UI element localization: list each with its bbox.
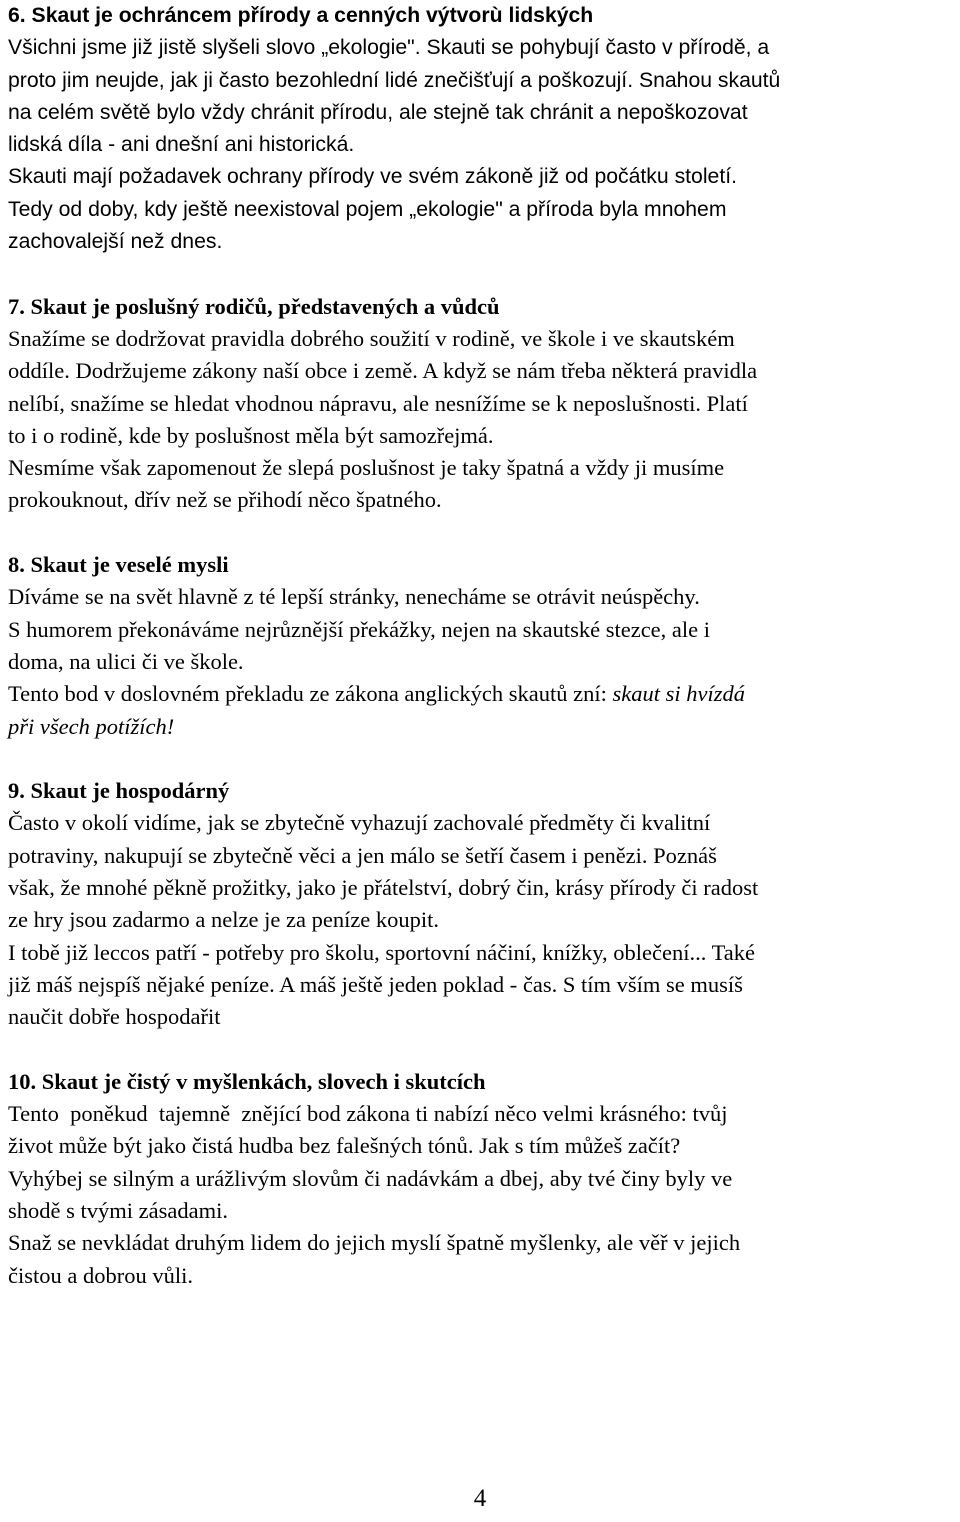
spacer: [8, 1034, 953, 1066]
paragraph-line: Často v okolí vidíme, jak se zbytečně vyhazují zachovalé předměty či kvalitní: [8, 810, 711, 836]
paragraph-line: Skauti mají požadavek ochrany přírody ve svém zákoně již od počátku století.: [8, 165, 737, 189]
spacer: [8, 517, 953, 549]
document-page: [8, 0, 953, 1292]
paragraph-line: I tobě již leccos patří - potřeby pro školu, sportovní náčiní, knížky, oblečení... Také: [8, 939, 755, 965]
spacer: [8, 743, 953, 775]
paragraph-line: ze hry jsou zadarmo a nelze je za peníze koupit.: [8, 907, 440, 933]
section-heading: 10. Skaut je čistý v myšlenkách, slovech i skutcích: [8, 1068, 486, 1094]
section-6: [8, 0, 953, 258]
paragraph-line: nelíbí, snažíme se hledat vhodnou nápravu, ale nesnížíme se k neposlušnosti. Platí: [8, 390, 748, 416]
paragraph-line: Tedy od doby, kdy ještě neexistoval pojem „ekologie" a příroda byla mnohem: [8, 197, 727, 221]
paragraph-line: lidská díla - ani dnešní ani historická.: [8, 133, 355, 157]
section-heading: 7. Skaut je poslušný rodičů, představených a vůdců: [8, 293, 500, 319]
section-9: [8, 775, 953, 1033]
section-heading: 6. Skaut je ochráncem přírody a cenných výtvorù lidských: [8, 4, 594, 27]
paragraph-line: proto jim neujde, jak ji často bezohlední lidé znečišťují a poškozují. Snahou skautů: [8, 68, 781, 92]
spacer: [8, 258, 953, 290]
paragraph-line: naučit dobře hospodařit: [8, 1004, 221, 1030]
paragraph-line: život může být jako čistá hudba bez falešných tónů. Jak s tím můžeš začít?: [8, 1133, 681, 1159]
page-number: 4: [473, 1485, 487, 1512]
quote-line: [8, 711, 953, 743]
quote-italic: skaut si hvízdá: [612, 681, 746, 707]
section-heading: 8. Skaut je veselé mysli: [8, 552, 229, 578]
paragraph-line: shodě s tvými zásadami.: [8, 1197, 228, 1223]
paragraph-line: již máš nejspíš nějaké peníze. A máš ještě jeden poklad - čas. S tím vším se musíš: [8, 971, 743, 997]
paragraph-line: čistou a dobrou vůli.: [8, 1262, 193, 1288]
paragraph-line: to i o rodině, kde by poslušnost měla být samozřejmá.: [8, 422, 494, 448]
paragraph-line: Tento poněkud tajemně znějící bod zákona ti nabízí něco velmi krásného: tvůj: [8, 1101, 728, 1127]
quote-intro: Tento bod v doslovném překladu ze zákona anglických skautů zní:: [8, 681, 613, 707]
paragraph-line: však, že mnohé pěkně prožitky, jako je přátelství, dobrý čin, krásy přírody či radost: [8, 875, 759, 901]
paragraph-line: Všichni jsme již jistě slyšeli slovo „ekologie". Skauti se pohybují často v přírodě, a: [8, 36, 770, 60]
paragraph-line: doma, na ulici či ve škole.: [8, 648, 244, 674]
paragraph-line: Snažíme se dodržovat pravidla dobrého soužití v rodině, ve škole i ve skautském: [8, 325, 735, 351]
section-10: [8, 1066, 953, 1292]
quote-line: [8, 678, 953, 710]
quote-italic: při všech potížích!: [8, 713, 175, 739]
paragraph-line: zachovalejší než dnes.: [8, 230, 223, 254]
paragraph-line: Snaž se nevkládat druhým lidem do jejich myslí špatně myšlenky, ale věř v jejich: [8, 1230, 741, 1256]
paragraph-line: oddíle. Dodržujeme zákony naší obce i země. A když se nám třeba některá pravidla: [8, 358, 758, 384]
paragraph-line: Vyhýbej se silným a urážlivým slovům či nadávkám a dbej, aby tvé činy byly ve: [8, 1165, 733, 1191]
section-7: [8, 291, 953, 517]
paragraph-line: S humorem překonáváme nejrůznější překážky, nejen na skautské stezce, ale i: [8, 616, 711, 642]
paragraph-line: na celém světě bylo vždy chránit přírodu, ale stejně tak chránit a nepoškozovat: [8, 100, 748, 124]
section-heading: 9. Skaut je hospodárný: [8, 778, 230, 804]
section-8: [8, 549, 953, 743]
paragraph-line: potraviny, nakupují se zbytečně věci a jen málo se šetří časem i penězi. Poznáš: [8, 842, 717, 868]
paragraph-line: Díváme se na svět hlavně z té lepší stránky, nenecháme se otrávit neúspěchy.: [8, 584, 700, 610]
paragraph-line: Nesmíme však zapomenout že slepá poslušnost je taky špatná a vždy ji musíme: [8, 455, 725, 481]
paragraph-line: prokouknout, dřív než se přihodí něco špatného.: [8, 487, 442, 513]
